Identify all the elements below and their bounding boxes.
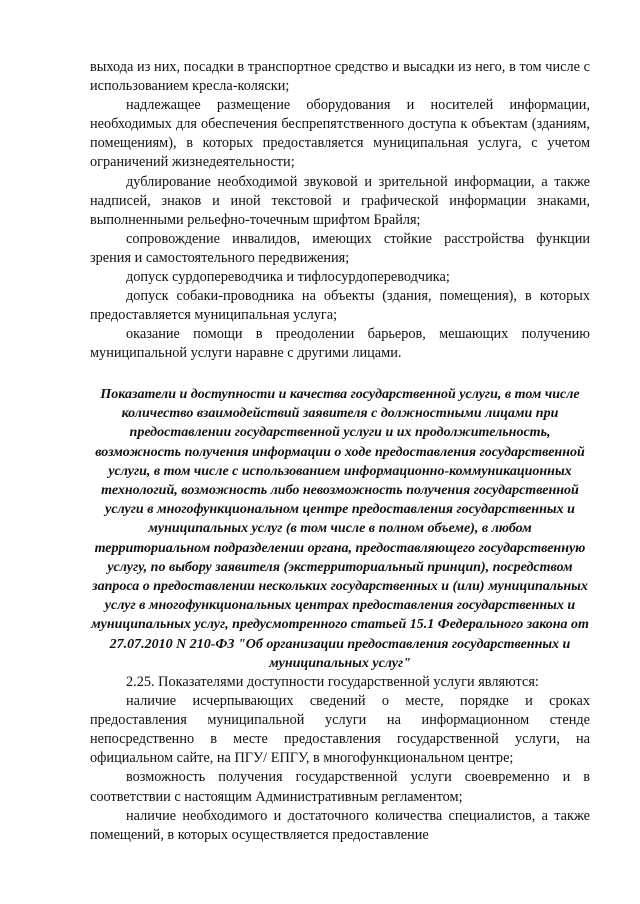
- paragraph: оказание помощи в преодолении барьеров, мешающих получению муниципальной услуги наравне с другими лицами.: [90, 326, 590, 362]
- section-heading: Показатели и доступности и качества государственной услуги, в том числе количество взаимодействий заявителя с должностными лицами при предоставлении государственной услуги и их продолжительность, возможность получения информации о ходе предоставления государственной услуги, в том числе с использованием информационно-коммуникационных технологий, возможность либо невозможность получения государственной услуги в многофункциональном центре предоставления государственных и муниципальных услуг (в том числе в полном объеме), в любом территориальном подразделении органа, предоставляющего государственную услугу, по выбору заявителя (экстерриториальный принцип), посредством запроса о предоставлении нескольких государственных и (или) муниципальных услуг в многофункциональных центрах предоставления государственных и муниципальных услуг, предусмотренного статьей 15.1 Федерального закона от 27.07.2010 N 210-ФЗ "Об организации предоставления государственных и муниципальных услуг": [91, 387, 589, 671]
- body-text-block: [90, 673, 590, 845]
- paragraph: наличие необходимого и достаточного количества специалистов, а также помещений, в которых осуществляется предоставление: [90, 807, 590, 843]
- paragraph-numbered: 2.25. Показателями доступности государственной услуги являются:: [126, 674, 539, 690]
- paragraph: дублирование необходимой звуковой и зрительной информации, а также надписей, знаков и иной текстовой и графической информации знаками, выполненными рельефно-точечным шрифтом Брайля;: [90, 173, 590, 228]
- paragraph: допуск собаки-проводника на объекты (здания, помещения), в которых предоставляется муниципальная услуга;: [90, 288, 590, 324]
- paragraph-continuation: выхода из них, посадки в транспортное средство и высадки из него, в том числе с использованием кресла-коляски;: [90, 59, 590, 95]
- top-text-block: [90, 58, 590, 364]
- paragraph: надлежащее размещение оборудования и носителей информации, необходимых для обеспечения беспрепятственного доступа к объектам (зданиям, помещениям), в которых предоставляется муниципальная услуга, с учетом ограничений жизнедеятельности;: [90, 97, 590, 171]
- paragraph: сопровождение инвалидов, имеющих стойкие расстройства функции зрения и самостоятельного передвижения;: [90, 230, 590, 266]
- paragraph: возможность получения государственной услуги своевременно и в соответствии с настоящим Административным регламентом;: [90, 769, 590, 805]
- paragraph: наличие исчерпывающих сведений о месте, порядке и сроках предоставления муниципальной услуги на информационном стенде непосредственно в месте предоставления государственной услуги, на официальном сайте, на ПГУ/ ЕПГУ, в многофункциональном центре;: [90, 693, 590, 767]
- paragraph: допуск сурдопереводчика и тифлосурдопереводчика;: [126, 269, 450, 286]
